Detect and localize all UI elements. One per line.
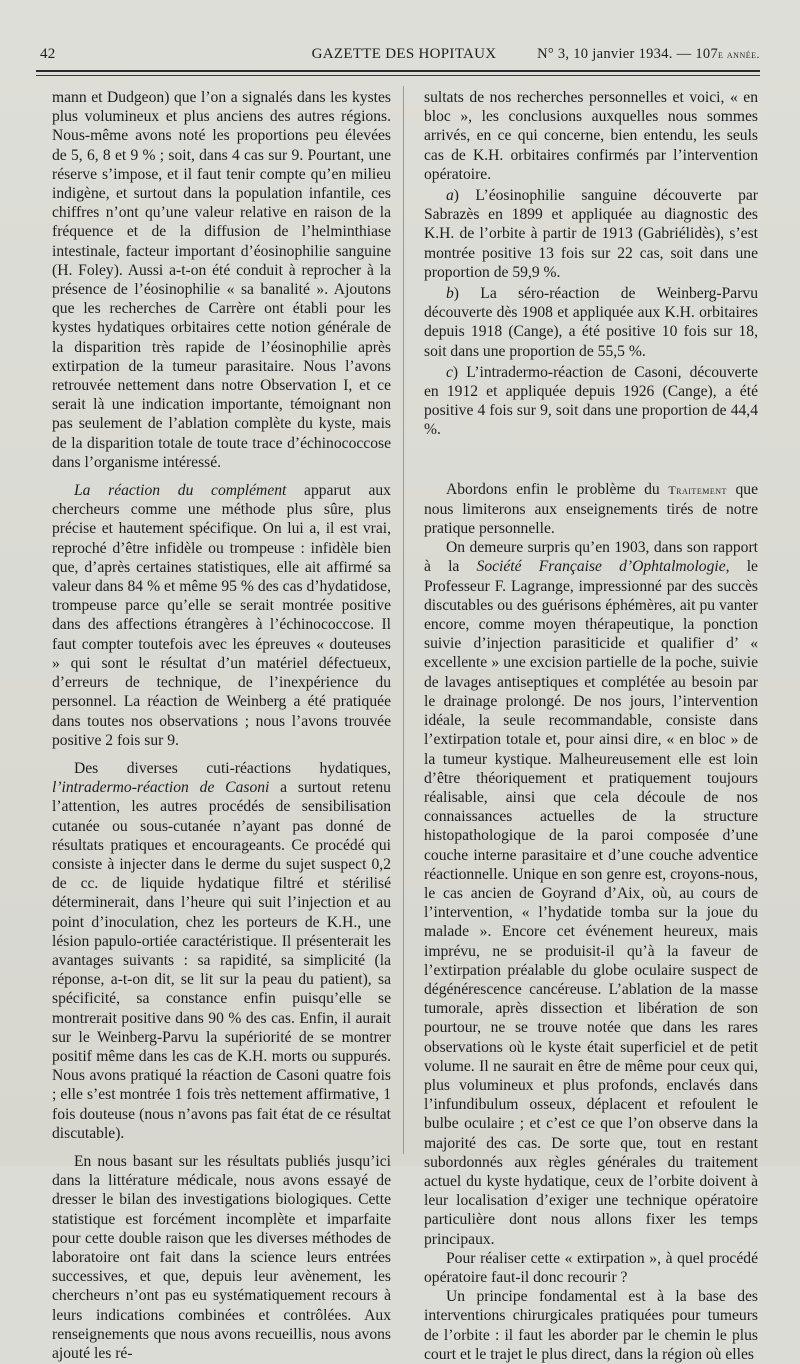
left-paragraph-casoni xyxy=(52,759,391,1143)
item-a xyxy=(424,186,758,282)
right-column xyxy=(424,88,758,1364)
item-b-text: ) La séro-réaction de Weinberg-Parvu découverte dès 1908 et appliquée aux K.H. orbitaires depuis 1918 (Cange), a été positive 10 fois sur 18, soit dans une proportion de 55,5 %. xyxy=(424,285,758,360)
item-c xyxy=(424,363,758,440)
lagrange-start: On demeure surpris qu’en 1903, dans son rapport à la xyxy=(424,539,758,576)
right-paragraph-principe: Un principe fondamental est à la base des interventions chirurgicales pratiquées pour tumeurs de l’orbite : il faut les aborder par le chemin le plus court et le trajet le plus direct, dans la région où elles xyxy=(424,1288,758,1363)
running-header xyxy=(38,46,760,72)
casoni-term: l’intradermo-réaction de Casoni xyxy=(52,779,270,797)
treatment-heading: Traitement xyxy=(668,482,727,497)
header-rule-thick xyxy=(36,70,760,72)
item-a-label: a xyxy=(446,187,454,205)
item-b-label: b xyxy=(446,285,454,303)
right-paragraph-lagrange xyxy=(424,538,758,1249)
treatment-intro-rest: que nous limiterons aux enseignements tirés de notre pratique personnelle. xyxy=(424,480,758,538)
left-paragraph-bilan: En nous basant sur les résultats publiés jusqu’ici dans la littérature médicale, nous avons essayé de dresser le bilan des investigations biologiques. Cette statistique est forcément incomplète et imparfaite pour cette double raison que les diverses méthodes de laboratoire ont fait dans la science leurs entrées successives, et que, depuis leur avènement, les chercheurs n’ont pas eu systématiquement recours à leurs indications combinées et contrôlées. Aux renseignements que nous avons recueillis, nous avons ajouté les ré- xyxy=(52,1152,391,1362)
complement-reaction-heading: La réaction du complément xyxy=(74,482,287,500)
complement-reaction-text: apparut aux chercheurs comme une méthode plus sûre, plus précise et hautement spécifique. On lui a, il est vrai, reproché d’être infidèle ou trompeuse : infidèle bien que, d’après certaines statistiques, elle ait affirmé sa valeur dans 84 % et même 95 % des cas d’hydatidose, trompeuse parce qu’elle se serait montrée positive dans des affections étrangères à l’échinococcose. Il faut compter toutefois avec les épreuves « douteuses » qui sont le résultat d’un matériel défectueux, d’erreurs de technique, de l’inexpérience du personnel. La réaction de Weinberg a été pratiquée dans toutes nos observations ; nous l’avons trouvée positive 2 fois sur 9. xyxy=(52,482,391,749)
society-name: Société Française d’Ophtalmologie xyxy=(476,558,726,576)
lagrange-text: , le Professeur F. Lagrange, impressionné par des succès discutables ou des guérisons éphémères, ait pu vanter encore, comme moyen thérapeutique, la ponction suivie d’injection parasiticide et qualifier d’ « excellente » une excision partielle de la poche, suivie de lavages antiseptiques et complétée au besoin par le drainage prolongé. De nos jours, l’intervention idéale, la seule recommandable, consiste dans l’extirpation totale et, pour ainsi dire, « en bloc » de la tumeur kystique. Malheureusement elle est loin d’être théoriquement et pratiquement toujours réalisable, ainsi que cela découle de nos connaissances actuelles de la structure histopathologique de la paroi composée d’une couche interne parasitaire et d’une couche adventice réactionnelle. Unique en son genre est, croyons-nous, le cas ancien de Goyrand d’Aix, où, au cours de l’intervention, « l’hydatide tomba sur la joue du malade ». Encore cet événement heureux, mais imprévu, ne se produisit-il qu’à la faveur de l’extirpation préalable du globe oculaire suspect de dégénérescence cancéreuse. L’ablation de la masse tumorale, après dissection et libération de son pourtour, ne se trouve notée que dans les rares observations où le kyste était superficiel et de petit volume. Il ne saurait en être de même pour ceux qui, plus volumineux et plus profonds, enclavés dans l’infundibulum osseux, déplacent et refoulent le bulbe oculaire ; et c’est ce que l’on observe dans la majorité des cas. De sorte que, tout en restant subordonnés aux règles générales du traitement actuel du kyste hydatique, ceux de l’orbite doivent à leur localisation d’exiger une technique opératoire particulière dont nous allons fixer les temps principaux. xyxy=(424,558,758,1248)
header-rule-thin xyxy=(36,75,760,76)
left-paragraph-complement xyxy=(52,481,391,750)
journal-title: GAZETTE DES HOPITAUX xyxy=(311,46,497,62)
casoni-text: a surtout retenu l’attention, les autres procédés de sensibilisation cutanée ou sous-cutanée n’ayant pas donné de résultats pratiques et encourageants. Ce procédé qui consiste à injecter dans le derme du sujet suspect 0,2 de cc. de liquide hydatique filtré et stérilisé déterminerait, dans l’heure qui suit l’injection et au point d’inoculation, chez les porteurs de K.H., une lésion papulo-ortiée caractéristique. Il présenterait les avantages suivants : sa rapidité, sa simplicité (la réponse, a-t-on dit, se lit sur la peau du patient), sa spécificité, sa constance enfin puisqu’elle se montrerait positive dans 90 % des cas. Enfin, il aurait sur le Weinberg-Parvu la supériorité de se montrer positif même dans les cas de K.H. morts ou suppurés. Nous avons pratiqué la réaction de Casoni quatre fois ; elle s’est montrée 1 fois très nettement affirmative, 1 fois douteuse (nous n’avons pas fait état de ce résultat discutable). xyxy=(52,779,391,1142)
item-a-text: ) L’éosinophilie sanguine découverte par Sabrazès en 1899 et appliquée au diagnostic des K.H. de l’orbite à partir de 1913 (Gabriélidès), s’est montrée positive 13 fois sur 22 cas, soit dans une proportion de 59,9 %. xyxy=(424,187,758,281)
column-divider xyxy=(403,86,404,1154)
issue-year-suffix: e année. xyxy=(718,47,760,61)
item-c-text: ) L’intradermo-réaction de Casoni, découverte en 1912 et appliquée depuis 1926 (Cange), a été positive 4 fois sur 9, soit dans une proportion de 44,4 %. xyxy=(424,363,758,439)
item-c-label: c xyxy=(446,363,453,381)
casoni-intro: Des diverses cuti-réactions hydatiques, xyxy=(74,759,391,777)
right-paragraph-conclusions: sultats de nos recherches personnelles et voici, « en bloc », les conclusions auxquelles nous sommes arrivés, en ce qui concerne, bien entendu, les seuls cas de K.H. orbitaires confirmés par l’intervention opératoire. xyxy=(424,89,758,183)
left-paragraph-eosinophilia: mann et Dudgeon) que l’on a signalés dans les kystes plus volumineux et plus anciens des autres régions. Nous-même avons noté les proportions peu élevées de 5, 6, 8 et 9 % ; soit, dans 4 cas sur 9. Pourtant, une réserve s’impose, et il faut tenir compte qu’en milieu indigène, et surtout dans la population infantile, ces chiffres n’ont qu’une valeur relative en raison de la fréquence et de la diffusion de l’helminthiase intestinale, facteur important d’éosinophilie sanguine (H. Foley). Aussi a-t-on été conduit à reprocher à la présence de l’éosinophilie « sa banalité ». Ajoutons que les recherches de Carrère ont établi pour les kystes hydatiques orbitaires cette notion générale de la disparition très rapide de l’éosinophilie après extirpation de la tumeur parasitaire. Nous l’avons retrouvée nettement dans notre Observation I, et ce serait là une indication importante, témoignant non pas seulement de l’ablation complète du kyste, mais de la disparition totale de toute trace d’échinococcose dans l’organisme intéressé. xyxy=(52,89,391,471)
right-paragraph-realiser: Pour réaliser cette « extirpation », à quel procédé opératoire faut-il donc recourir ? xyxy=(424,1249,758,1286)
page-number: 42 xyxy=(40,46,56,62)
issue-info xyxy=(537,46,760,63)
issue-date: N° 3, 10 janvier 1934. — 107 xyxy=(537,46,718,62)
item-b xyxy=(424,284,758,361)
left-column xyxy=(52,88,391,1363)
treatment-intro-start: Abordons enfin le problème du xyxy=(446,480,669,498)
treatment-section-intro xyxy=(424,480,758,539)
